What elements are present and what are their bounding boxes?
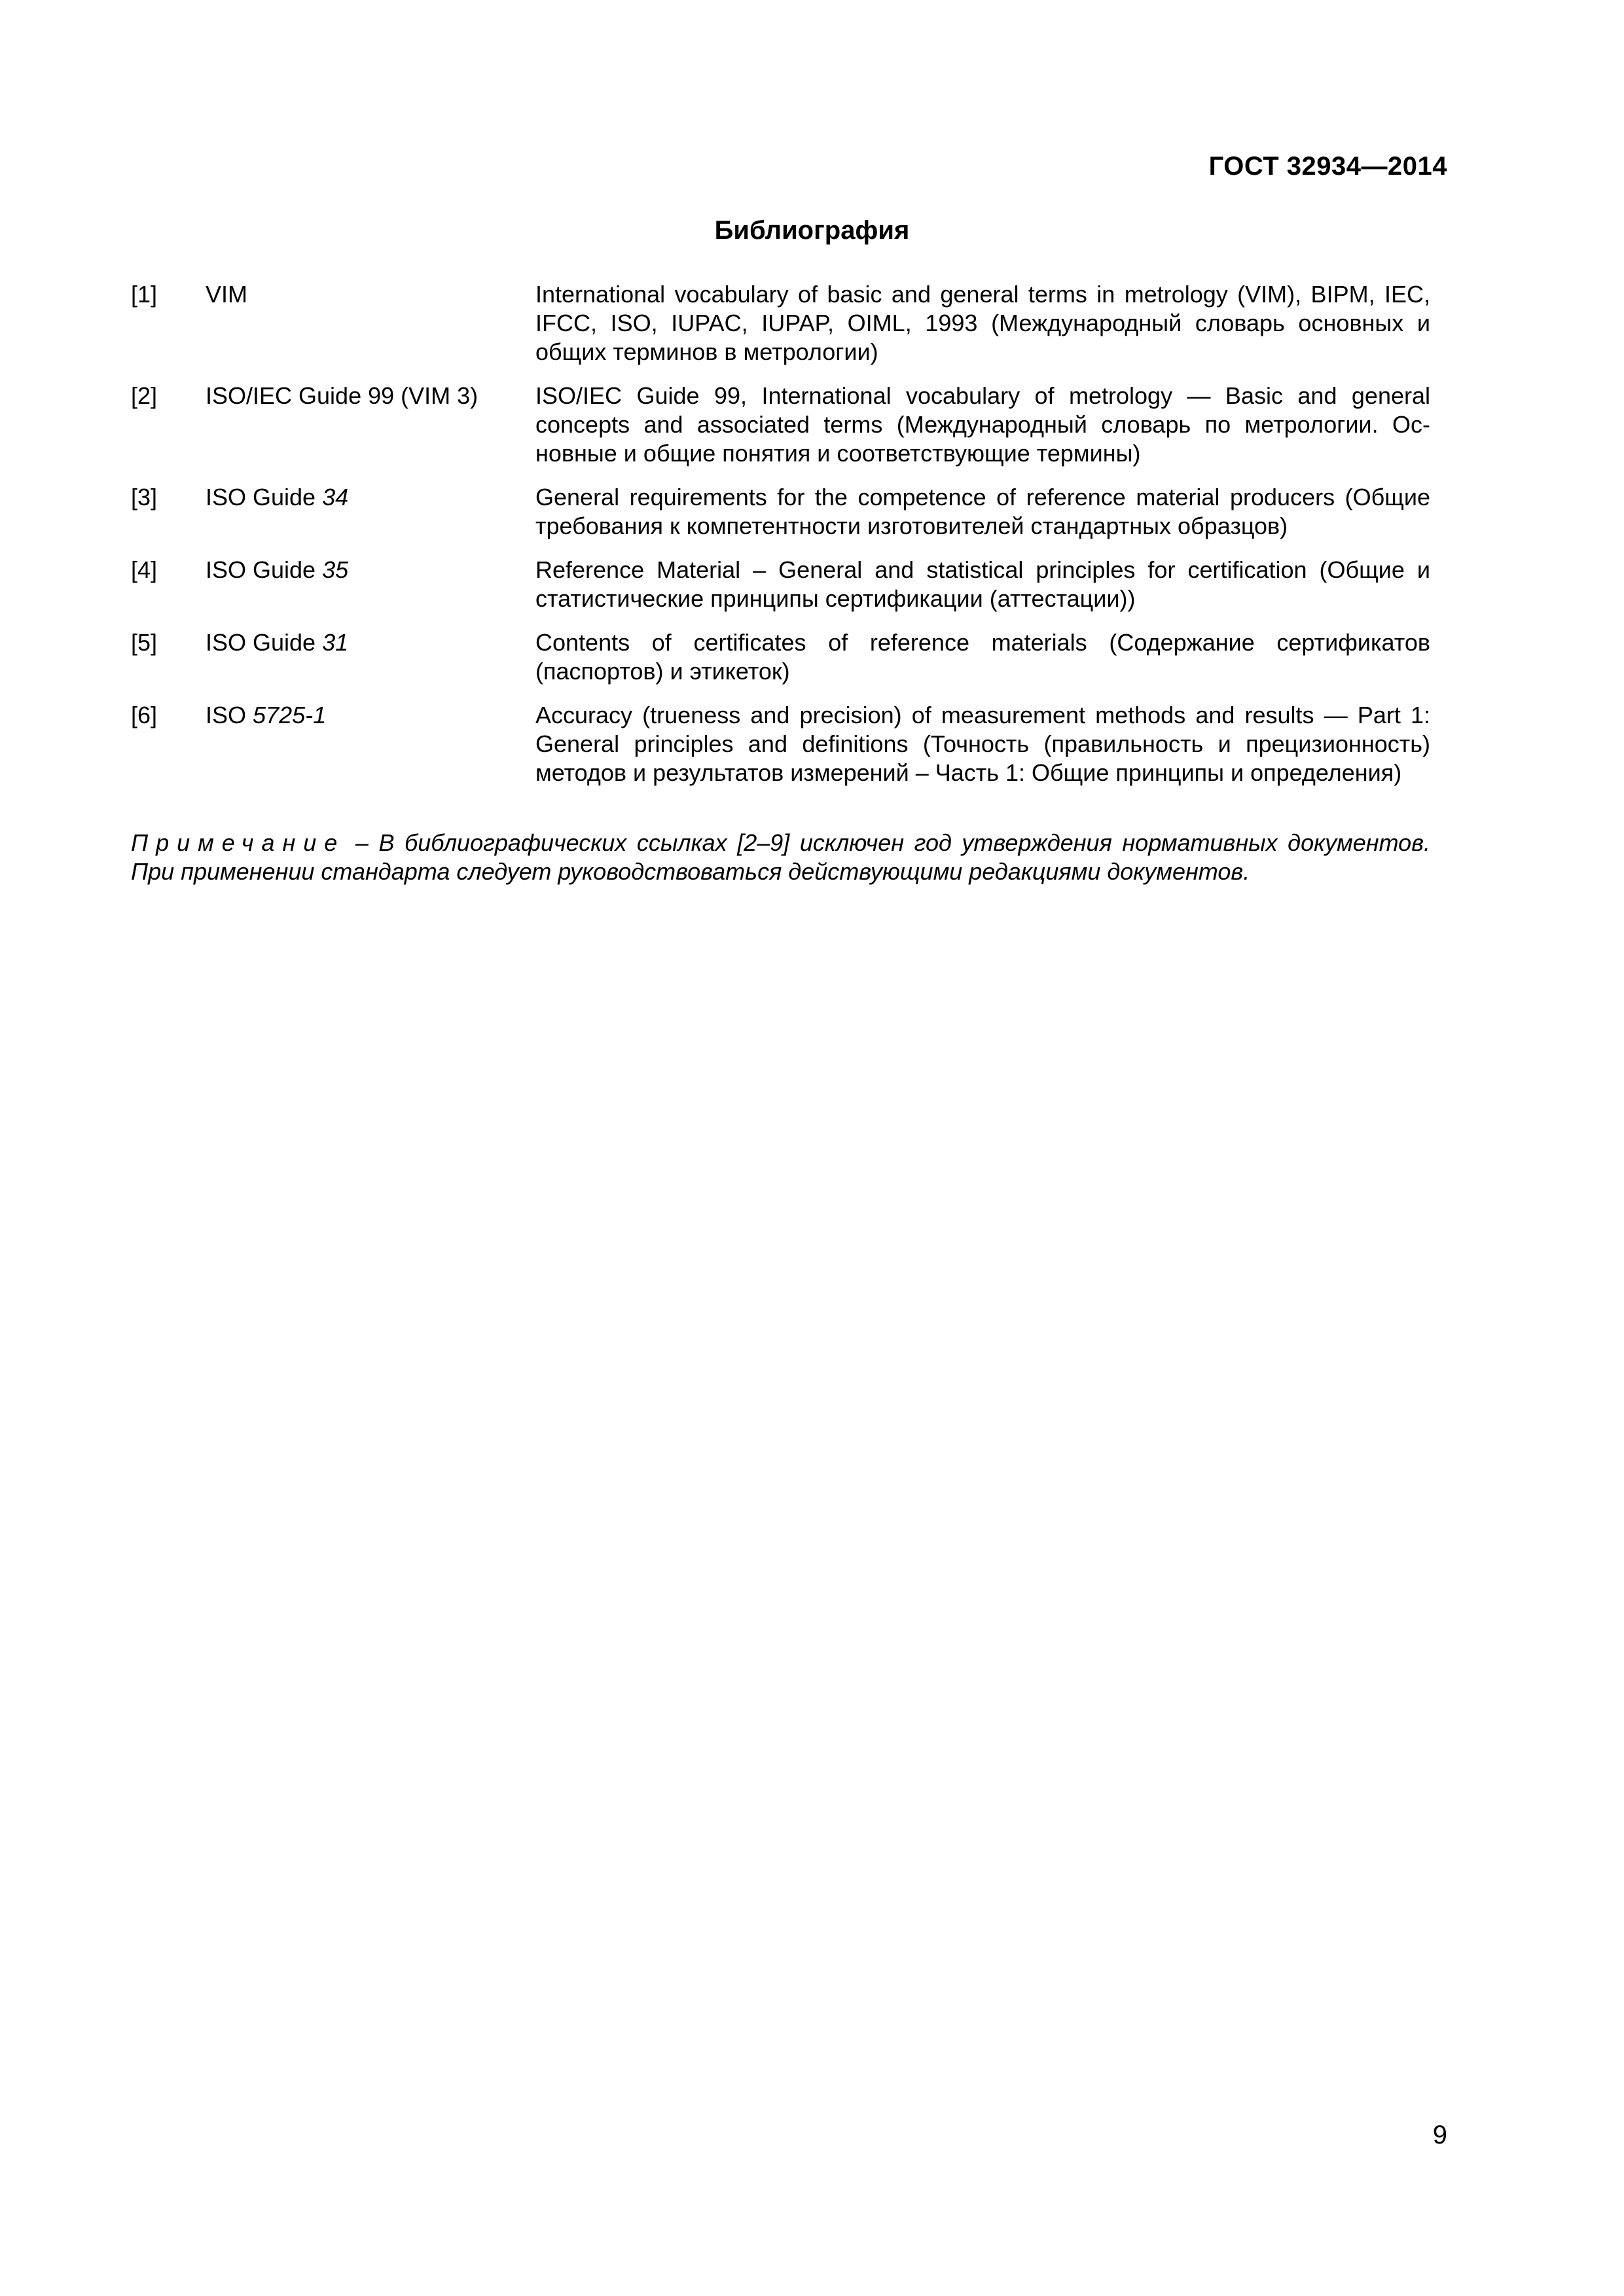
bibliography-list (131, 280, 1430, 802)
entry-identifier-text: ISO/IEC Guide 99 (VIM 3) (206, 382, 478, 409)
entry-number: [1] (131, 281, 158, 308)
entry-number: [6] (131, 702, 158, 728)
bibliography-title: Библиография (714, 216, 910, 245)
entry-description: Contents of certificates of reference materials (Содержание сертификатов (паспортов) и этикеток) (535, 629, 1430, 685)
entry-identifier-number: 5725-1 (253, 702, 327, 728)
document-code: ГОСТ 32934—2014 (1208, 152, 1447, 181)
bibliography-note (131, 829, 1430, 886)
page-number: 9 (1432, 2121, 1447, 2149)
entry-identifier-text: ISO Guide (206, 629, 323, 656)
entry-identifier (206, 628, 535, 686)
entry-identifier-number: 35 (322, 556, 349, 583)
entry-identifier (206, 280, 535, 367)
entry-identifier-text: ISO Guide (206, 556, 323, 583)
entry-identifier (206, 483, 535, 541)
entry-identifier-number: 34 (322, 484, 349, 511)
bibliography-entry (131, 280, 1430, 367)
entry-number: [3] (131, 484, 158, 511)
entry-description: ISO/IEC Guide 99, International vocabulary of metrology — Basic and general concepts and associated terms (Международный словарь по метрологии. Основные и общие понятия и соответствующие термины) (535, 382, 1430, 467)
entry-identifier (206, 701, 535, 787)
entry-identifier-number: 31 (322, 629, 349, 656)
bibliography-entry (131, 483, 1430, 541)
note-label: Примечание (131, 829, 346, 856)
bibliography-entry (131, 628, 1430, 686)
entry-description: Accuracy (trueness and precision) of measurement methods and results — Part 1: General principles and definitions (Точность (правильность и прецизионность) методов и результатов измерений – Часть 1: Общие принципы и определения) (535, 702, 1430, 786)
entry-description: International vocabulary of basic and general terms in metrology (VIM), BIPM, IEC, IFCC, ISO, IUPAC, IUPAP, OIML, 1993 (Международный словарь основных и общих терминов в метрологии) (535, 281, 1430, 365)
entry-number: [2] (131, 382, 158, 409)
entry-number: [5] (131, 629, 158, 656)
entry-description: General requirements for the competence of reference material producers (Общие требования к компетентности изготовителей стандартных образцов) (535, 484, 1430, 539)
entry-number: [4] (131, 556, 158, 583)
entry-description: Reference Material – General and statistical principles for certification (Общие и статистические принципы сертификации (аттестации)) (535, 556, 1430, 612)
entry-identifier (206, 556, 535, 613)
entry-identifier-text: VIM (206, 281, 248, 308)
entry-identifier (206, 382, 535, 468)
bibliography-entry (131, 701, 1430, 787)
bibliography-entry (131, 556, 1430, 613)
bibliography-entry (131, 382, 1430, 468)
note-text: – В библиографических ссылках [2–9] исключен год утверждения нормативных документов. При применении стандарта следует руководствоваться действующими редакциями документов. (131, 829, 1430, 885)
entry-identifier-text: ISO Guide (206, 484, 323, 511)
entry-identifier-text: ISO (206, 702, 253, 728)
